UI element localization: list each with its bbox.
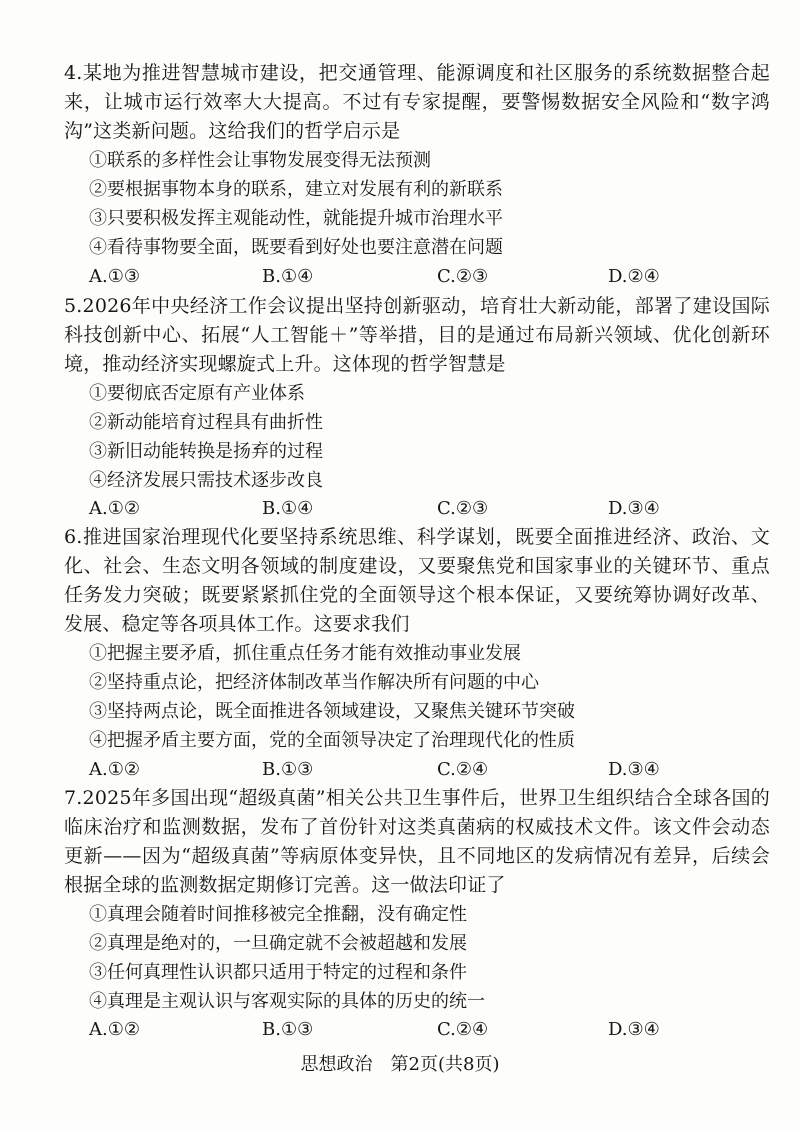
choice-b: B.①④ [262, 498, 314, 519]
choice-a: A.①② [89, 759, 140, 780]
choice-b: B.①④ [262, 266, 314, 287]
page-footer: 思想政治 第2页(共8页) [300, 1054, 500, 1075]
answer-choices [0, 262, 800, 291]
option-item: ②坚持重点论，把经济体制改革当作解决所有问题的中心 [89, 672, 539, 693]
option-item: ④看待事物要全面，既要看到好处也要注意潜在问题 [89, 237, 503, 258]
option-item: ③坚持两点论，既全面推进各领域建设，又聚焦关键环节突破 [89, 701, 575, 722]
option-item: ②真理是绝对的，一旦确定就不会被超越和发展 [89, 933, 467, 954]
option-item: ④真理是主观认识与客观实际的具体的历史的统一 [89, 991, 485, 1012]
question-stem: 4.某地为推进智慧城市建设，把交通管理、能源调度和社区服务的系统数据整合起来，让城市运行效率大大提高。不过有专家提醒，要警惕数据安全风险和“数字鸿沟”这类新问题。这给我们的哲学启示是 [64, 62, 770, 142]
option-item: ④经济发展只需技术逐步改良 [89, 470, 323, 491]
answer-choices [0, 494, 800, 523]
choice-a: A.①② [89, 498, 140, 519]
option-list [89, 639, 575, 755]
option-list [89, 146, 503, 262]
option-list [89, 379, 323, 495]
option-item: ①要彻底否定原有产业体系 [89, 383, 305, 404]
option-item: ③只要积极发挥主观能动性，就能提升城市治理水平 [89, 208, 503, 229]
option-item: ①真理会随着时间推移被完全推翻，没有确定性 [89, 904, 467, 925]
answer-choices [0, 755, 800, 784]
question-stem: 7.2025年多国出现“超级真菌”相关公共卫生事件后，世界卫生组织结合全球各国的临床治疗和监测数据，发布了首份针对这类真菌病的权威技术文件。该文件会动态更新——因为“超级真菌”等病原体变异快，且不同地区的发病情况有差异，后续会根据全球的监测数据定期修订完善。这一做法印证了 [64, 787, 770, 896]
option-item: ①把握主要矛盾，抓住重点任务才能有效推动事业发展 [89, 643, 521, 664]
option-list [89, 900, 485, 1016]
choice-c: C.②④ [437, 1019, 489, 1040]
choice-d: D.③④ [608, 759, 660, 780]
choice-c: C.②④ [437, 759, 489, 780]
choice-d: D.②④ [608, 266, 660, 287]
option-item: ②要根据事物本身的联系，建立对发展有利的新联系 [89, 179, 503, 200]
option-item: ④把握矛盾主要方面，党的全面领导决定了治理现代化的性质 [89, 730, 575, 751]
answer-choices [0, 1015, 800, 1044]
choice-d: D.③④ [608, 1019, 660, 1040]
question-stem: 6.推进国家治理现代化要坚持系统思维、科学谋划，既要全面推进经济、政治、文化、社会、生态文明各领域的制度建设，又要聚焦党和国家事业的关键环节、重点任务发力突破；既要紧紧抓住党的全面领导这个根本保证，又要统筹协调好改革、发展、稳定等各项具体工作。这要求我们 [64, 526, 770, 635]
choice-b: B.①③ [262, 1019, 314, 1040]
option-item: ①联系的多样性会让事物发展变得无法预测 [89, 150, 431, 171]
option-item: ②新动能培育过程具有曲折性 [89, 412, 323, 433]
choice-d: D.③④ [608, 498, 660, 519]
choice-b: B.①③ [262, 759, 314, 780]
option-item: ③新旧动能转换是扬弃的过程 [89, 441, 323, 462]
question-stem: 5.2026年中央经济工作会议提出坚持创新驱动，培育壮大新动能，部署了建设国际科技创新中心、拓展“人工智能＋”等举措，目的是通过布局新兴领域、优化创新环境，推动经济实现螺旋式上升。这体现的哲学智慧是 [64, 295, 770, 375]
choice-c: C.②③ [437, 498, 489, 519]
option-item: ③任何真理性认识都只适用于特定的过程和条件 [89, 962, 467, 983]
choice-a: A.①② [89, 1019, 140, 1040]
choice-a: A.①③ [89, 266, 140, 287]
choice-c: C.②③ [437, 266, 489, 287]
